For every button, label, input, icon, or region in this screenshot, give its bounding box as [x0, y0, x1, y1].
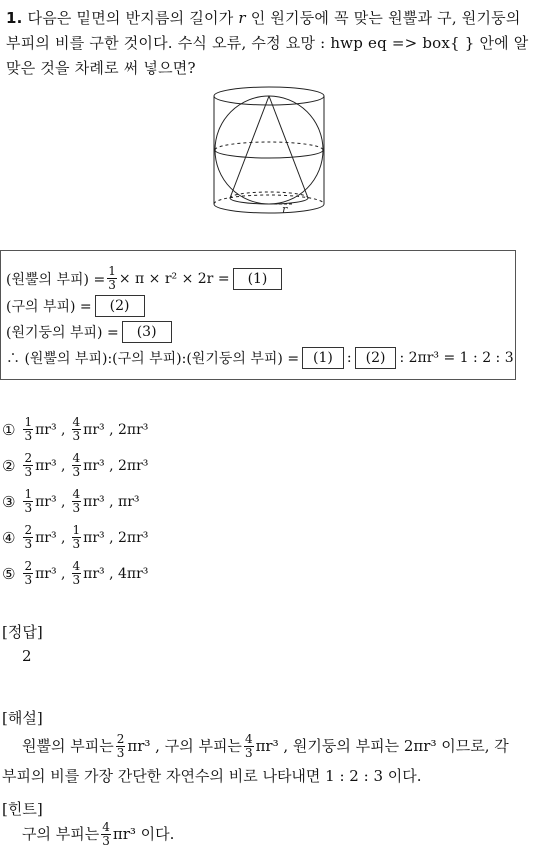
sphere-equator-back	[215, 142, 323, 150]
ratio-blank-1: (1)	[302, 347, 344, 369]
line2-prefix: (구의 부피) =	[6, 299, 92, 315]
frac-den: 3	[72, 465, 81, 479]
frac-den: 3	[24, 537, 33, 551]
frac-num: 4	[72, 559, 81, 573]
equation-box	[0, 250, 516, 380]
choice-2[interactable]	[2, 452, 148, 479]
equation-line-cone	[6, 265, 285, 292]
choice-term-b: πr³ , πr³	[83, 493, 140, 510]
cone-base-front	[230, 198, 308, 204]
answer-label: [정답]	[2, 623, 43, 641]
frac-num: 2	[24, 559, 33, 573]
line1-fraction	[107, 265, 117, 292]
answer-value: 2	[22, 647, 32, 665]
blank-1: (1)	[233, 268, 283, 290]
equation-line-cylinder	[6, 321, 175, 343]
frac-den: 3	[102, 833, 110, 848]
fraction-numerator: 1	[108, 264, 116, 278]
choice-number: ②	[2, 456, 16, 475]
cone-left-edge	[230, 96, 269, 198]
blank-2: (2)	[95, 295, 145, 317]
solution-t2: πr³ , 구의 부피는	[127, 737, 242, 755]
choice-term-b: πr³ , 2πr³	[83, 529, 149, 546]
choice-number: ⑤	[2, 564, 16, 583]
choice-term-a: πr³ ,	[35, 421, 66, 438]
frac-num: 1	[24, 415, 33, 429]
choice-term-a: πr³ ,	[35, 493, 66, 510]
frac-den: 3	[72, 573, 81, 587]
choice-1[interactable]	[2, 416, 148, 443]
frac-den: 3	[72, 537, 81, 551]
frac-den: 3	[24, 501, 33, 515]
frac-den: 3	[24, 573, 33, 587]
hint-t2: πr³ 이다.	[112, 825, 175, 843]
fraction-denominator: 3	[108, 278, 116, 292]
choice-5[interactable]	[2, 560, 148, 587]
solution-text	[2, 730, 528, 791]
hint-t1: 구의 부피는	[22, 825, 100, 843]
choice-term-b: πr³ , 2πr³	[83, 421, 149, 438]
frac-num: 4	[102, 819, 110, 834]
question-text-a: 다음은 밑면의 반지름의 길이가	[27, 9, 239, 27]
sphere-equator-front	[215, 150, 323, 158]
solution-label: [해설]	[2, 709, 43, 727]
choice-term-b: πr³ , 2πr³	[83, 457, 149, 474]
ratio-blank-2: (2)	[355, 347, 397, 369]
question-var-r: r	[238, 9, 246, 27]
frac-num: 4	[244, 731, 253, 746]
question-number: 1.	[6, 9, 23, 27]
frac-num: 1	[72, 523, 81, 537]
frac-den: 3	[24, 465, 33, 479]
frac-den: 3	[72, 501, 81, 515]
ratio-colon: :	[346, 350, 352, 366]
equation-line-ratio	[6, 347, 514, 369]
frac-den: 3	[24, 429, 33, 443]
line1-mid: × π × r² × 2r =	[118, 270, 230, 287]
hint-text	[2, 818, 528, 849]
inscribed-sphere	[215, 96, 323, 204]
frac-num: 1	[24, 487, 33, 501]
choice-3[interactable]	[2, 488, 140, 515]
line1-prefix: (원뿔의 부피) =	[6, 271, 106, 288]
frac-num: 4	[72, 487, 81, 501]
frac-num: 4	[72, 415, 81, 429]
cylinder-bottom-front	[214, 204, 324, 213]
frac-num: 2	[24, 451, 33, 465]
frac-num: 2	[116, 731, 125, 746]
line4-prefix: ∴ (원뿔의 부피):(구의 부피):(원기둥의 부피) =	[6, 351, 300, 367]
choice-term-b: πr³ , 4πr³	[83, 565, 149, 582]
hint-label: [힌트]	[2, 800, 43, 818]
solution-t3: πr³ , 원기둥의 부피는 2πr³ 이므로, 각	[255, 737, 509, 755]
choice-number: ①	[2, 420, 16, 439]
blank-3: (3)	[122, 321, 172, 343]
question-text	[6, 6, 532, 81]
frac-den: 3	[244, 745, 253, 760]
question-text-b: 인 원기둥에 꼭 맞는 원뿔과 구, 원기둥의 부피의 비를 구한 것이다. 수식 오류, 수정 요망 : hwp eq => box{ } 안에 알맞은 것을 차례로 써 넣으면?	[6, 9, 529, 77]
choice-4[interactable]	[2, 524, 148, 551]
solution-t4: 부피의 비를 가장 간단한 자연수의 비로 나타내면 1 : 2 : 3 이다.	[2, 767, 422, 785]
choice-term-a: πr³ ,	[35, 565, 66, 582]
frac-den: 3	[116, 745, 125, 760]
line4-suffix: : 2πr³ = 1 : 2 : 3	[399, 350, 514, 366]
radius-label: r	[282, 203, 288, 216]
line3-prefix: (원기둥의 부피) =	[6, 325, 119, 341]
frac-num: 2	[24, 523, 33, 537]
cone-right-edge	[269, 96, 308, 198]
equation-line-sphere	[6, 295, 148, 317]
choice-number: ③	[2, 492, 16, 511]
choice-number: ④	[2, 528, 16, 547]
choice-term-a: πr³ ,	[35, 529, 66, 546]
cylinder-figure	[210, 86, 328, 220]
choice-term-a: πr³ ,	[35, 457, 66, 474]
frac-num: 4	[72, 451, 81, 465]
solution-t1: 원뿔의 부피는	[22, 737, 114, 755]
frac-den: 3	[72, 429, 81, 443]
